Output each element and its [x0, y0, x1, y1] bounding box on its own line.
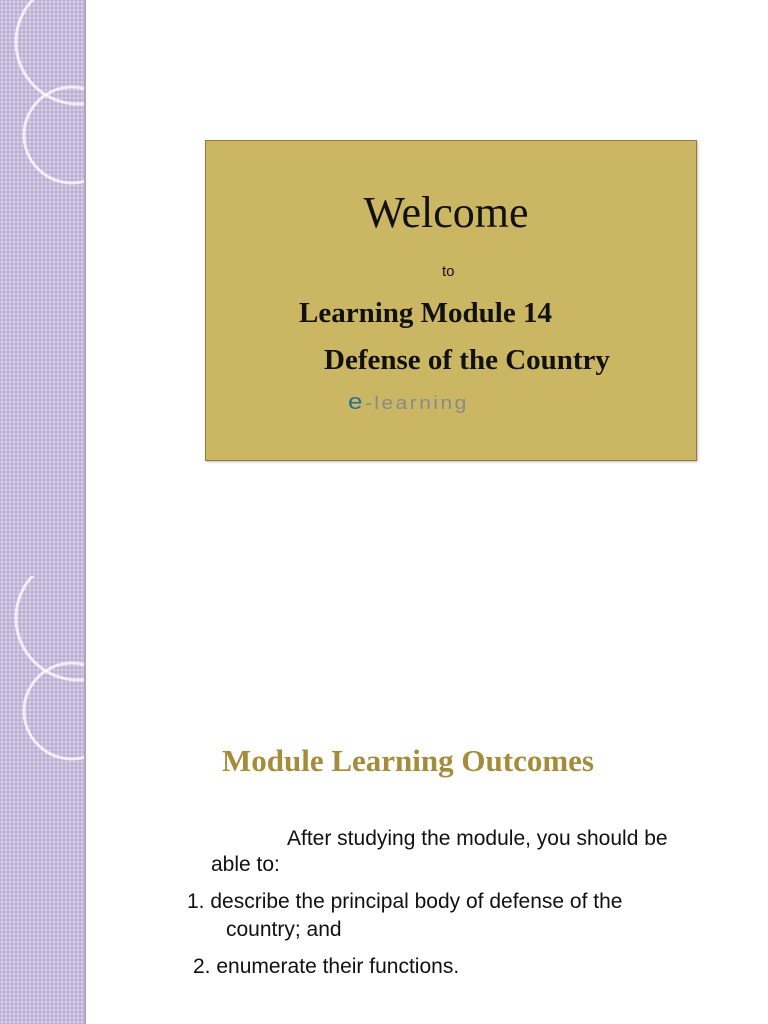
outcome-item-text: 2. enumerate their functions.	[193, 955, 460, 978]
outcomes-heading: Module Learning Outcomes	[222, 743, 594, 778]
welcome-to-text: to	[442, 263, 455, 280]
slide-outcomes	[0, 576, 768, 1024]
outcome-item-text: 1. describe the principal body of defense of the	[187, 890, 623, 913]
elearning-logo-e: e	[348, 389, 365, 414]
welcome-banner	[205, 140, 697, 461]
decorative-sidebar	[0, 0, 86, 576]
module-number-heading: Learning Module 14	[299, 297, 552, 329]
module-topic-heading: Defense of the Country	[324, 344, 610, 376]
outcome-item	[193, 953, 459, 981]
outcome-item-text: country; and	[226, 918, 342, 941]
outcome-item	[187, 888, 707, 944]
decorative-rings-icon	[0, 576, 84, 1024]
decorative-rings-icon	[0, 0, 84, 576]
outcomes-intro: After studying the module, you should be able to:	[211, 827, 668, 876]
welcome-title: Welcome	[363, 188, 529, 237]
decorative-sidebar	[0, 576, 86, 1024]
elearning-logo	[348, 389, 469, 415]
elearning-logo-text: -learning	[364, 393, 469, 413]
